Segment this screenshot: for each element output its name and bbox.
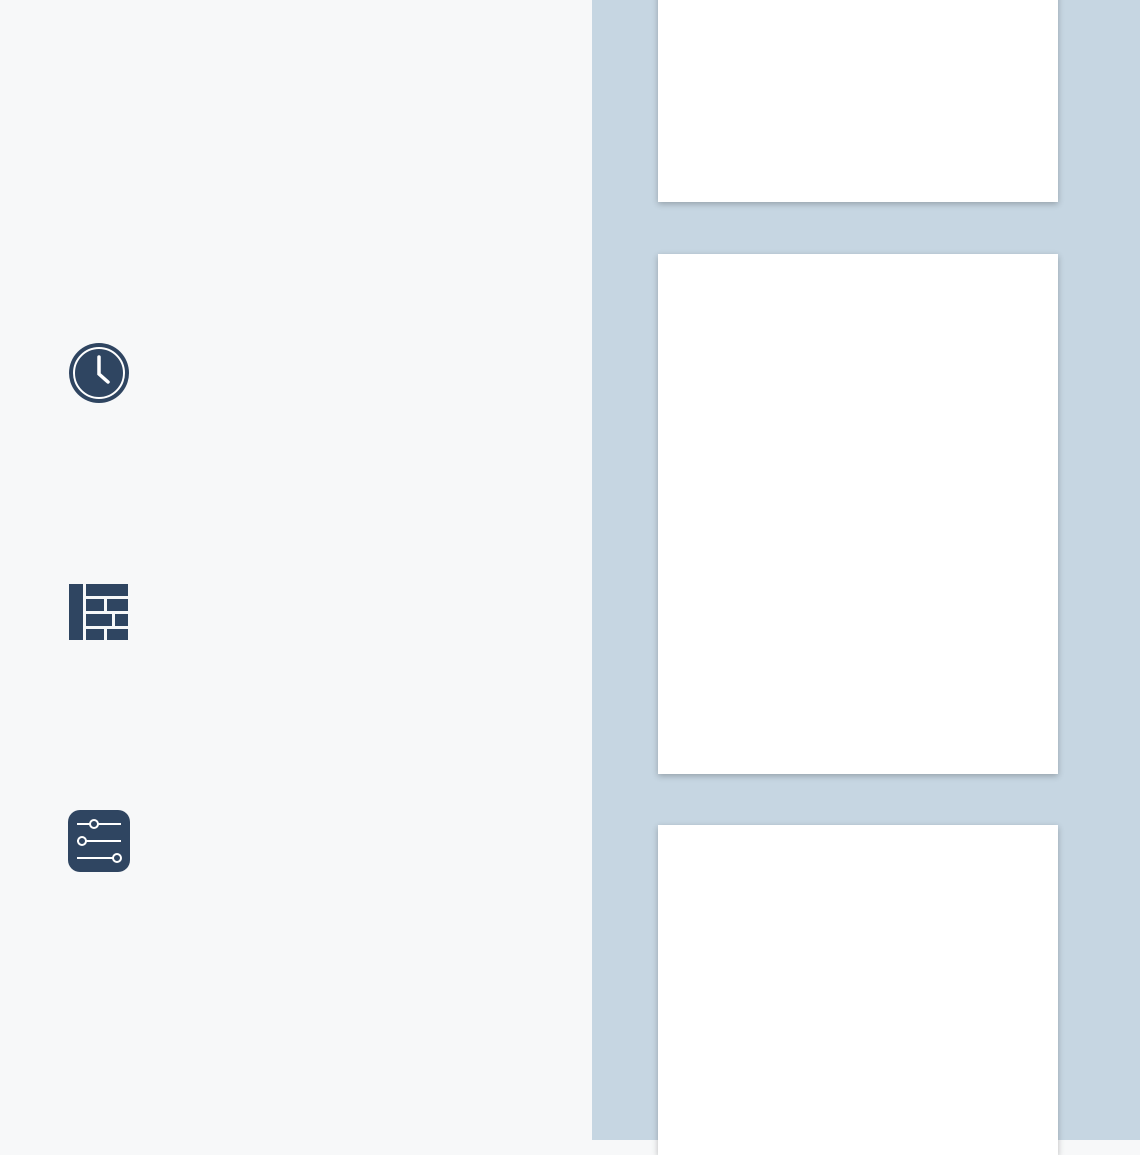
sliders-icon bbox=[68, 810, 130, 872]
record-preview-middle bbox=[658, 254, 1058, 774]
clock-icon bbox=[68, 342, 130, 404]
record-preview-top bbox=[658, 0, 1058, 202]
layout-grid-icon bbox=[68, 578, 130, 640]
record-preview-bottom bbox=[658, 825, 1058, 1155]
